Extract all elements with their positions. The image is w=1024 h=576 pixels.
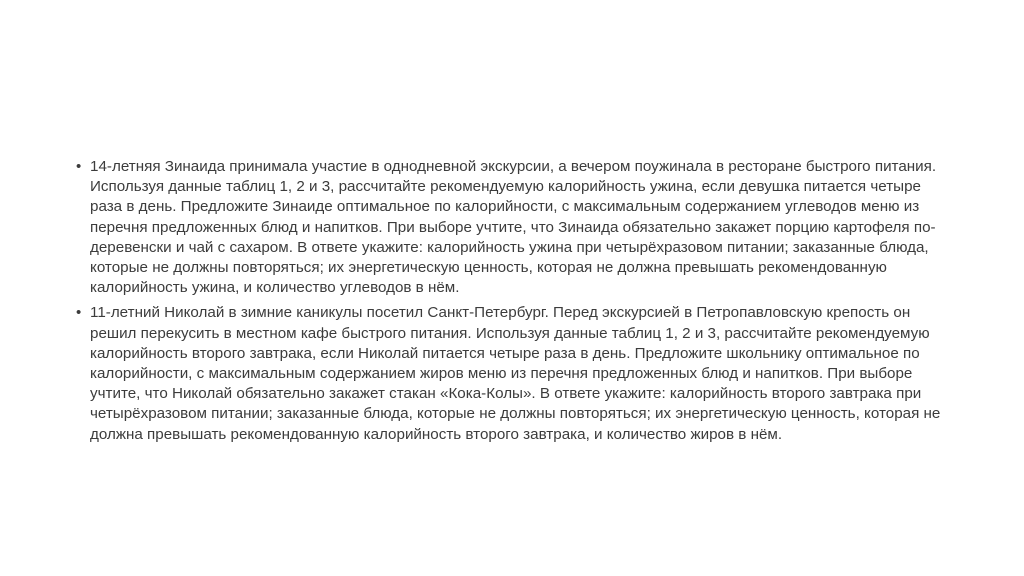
bullet-point: • bbox=[76, 304, 82, 322]
bullet-list bbox=[76, 157, 956, 450]
list-item bbox=[76, 157, 956, 298]
paragraph-text: 14-летняя Зинаида принимала участие в однодневной экскурсии, а вечером поужинала в ресторане быстрого питания. Используя данные таблиц 1, 2 и 3, рассчитайте рекомендуемую калорийность ужина, если девушка питается четыре раза в день. Предложите Зинаиде оптимальное по калорийности, с максимальным содержанием углеводов меню из перечня предложенных блюд и напитков. При выборе учтите, что Зинаида обязательно закажет порцию картофеля по-деревенски и чай с сахаром. В ответе укажите: калорийность ужина при четырёхразовом питании; заказанные блюда, которые не должны повторяться; их энергетическую ценность, которая не должна превышать рекомендованную калорийность ужина, и количество углеводов в нём. bbox=[90, 158, 937, 297]
paragraph-text: 11-летний Николай в зимние каникулы посетил Санкт-Петербург. Перед экскурсией в Петропавловскую крепость он решил перекусить в местном кафе быстрого питания. Используя данные таблиц 1, 2 и 3, рассчитайте рекомендуемую калорийность второго завтрака, если Николай питается четыре раза в день. Предложите школьнику оптимальное по калорийности, с максимальным содержанием жиров меню из перечня предложенных блюд и напитков. При выборе учтите, что Николай обязательно закажет стакан «Кока-Колы». В ответе укажите: калорийность второго завтрака при четырёхразовом питании; заказанные блюда, которые не должны повторяться; их энергетическую ценность, которая не должна превышать рекомендованную калорийность второго завтрака, и количество жиров в нём. bbox=[90, 304, 941, 443]
bullet-point: • bbox=[76, 158, 82, 175]
list-item bbox=[76, 303, 956, 444]
